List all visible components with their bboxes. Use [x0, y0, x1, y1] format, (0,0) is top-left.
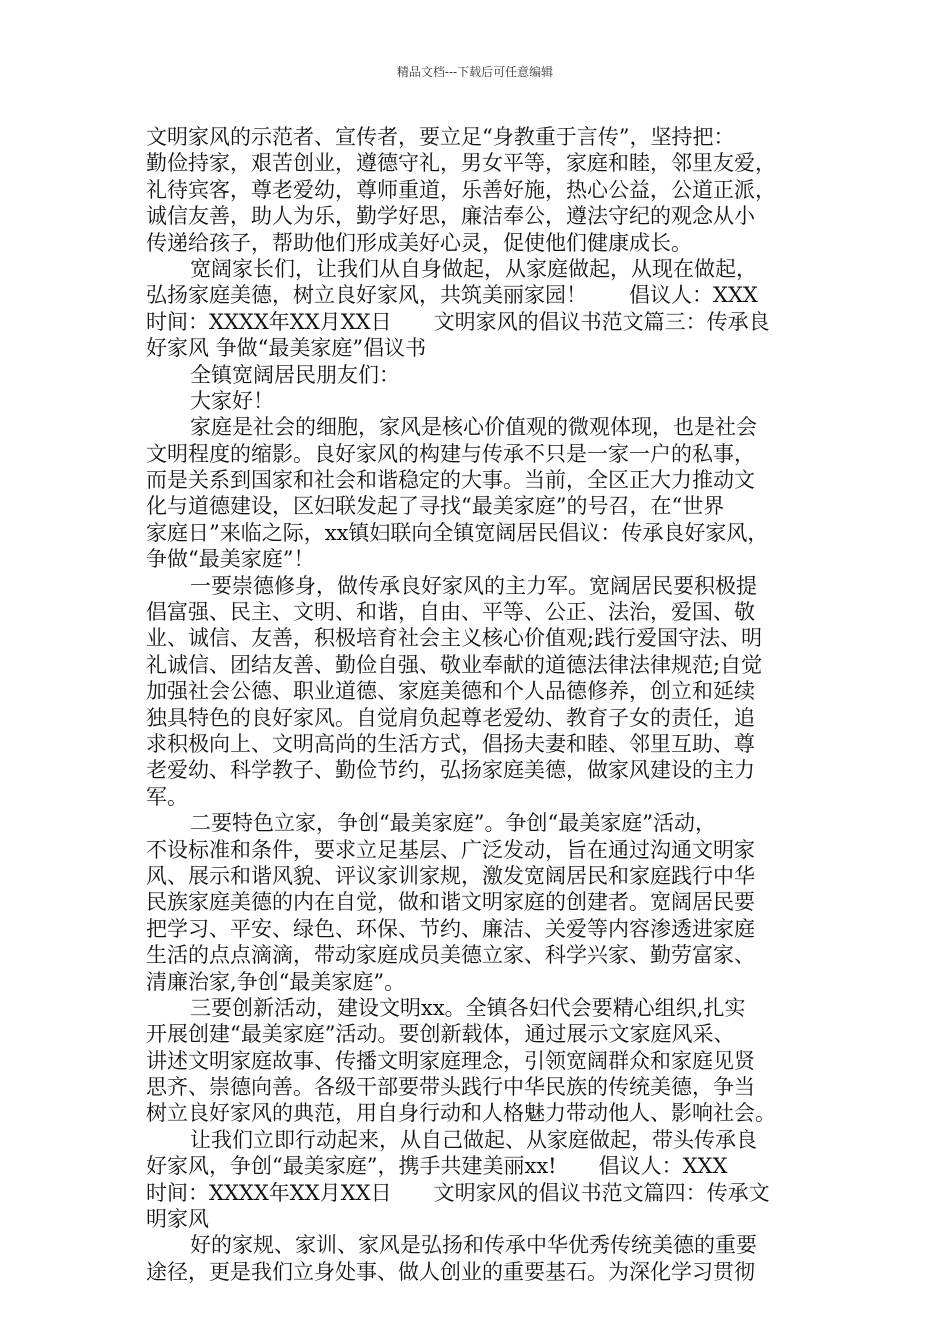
text-line: 争做“最美家庭”！ [146, 547, 315, 572]
text-line: 好的家规、家训、家风是弘扬和传承中华优秀传统美德的重要 [190, 1233, 757, 1258]
text-line: 明家风 [146, 1207, 209, 1232]
text-line: 生活的点点滴滴，带动家庭成员美德立家、科学兴家、勤劳富家、 [146, 943, 755, 968]
text-line: 讲述文明家庭故事、传播文明家庭理念，引领宽阔群众和家庭见贤 [146, 1048, 755, 1073]
text-line: 一要崇德修身，做传承良好家风的主力军。宽阔居民要积极提 [190, 573, 757, 598]
text-line: 业、诚信、友善，积极培育社会主义核心价值观;践行爱国守法、明 [146, 626, 763, 651]
text-line: 思齐、崇德向善。各级干部要带头践行中华民族的传统美德，争当 [146, 1075, 755, 1100]
text-line: 宽阔家长们，让我们从自身做起，从家庭做起，从现在做起， [190, 256, 757, 281]
text-line: 文明家风的示范者、宣传者，要立足“身教重于言传”，坚持把： [146, 125, 735, 149]
text-line: 家庭日”来临之际，xx镇妇联向全镇宽阔居民倡议：传承良好家风， [146, 520, 769, 545]
document-body [146, 124, 816, 1285]
text-line: 弘扬家庭美德，树立良好家风，共筑美丽家园！ 倡议人：XXX [146, 283, 758, 308]
text-line: 礼待宾客，尊老爱幼，尊师重道，乐善好施，热心公益，公道正派， [146, 177, 776, 202]
text-line: 化与道德建设，区妇联发起了寻找“最美家庭”的号召，在“世界 [146, 494, 725, 519]
text-line: 倡富强、民主、文明、和谐，自由、平等、公正、法治，爱国、敬 [146, 600, 755, 625]
text-line: 时间：XXXX年XX月XX日 文明家风的倡议书范文篇四：传承文 [146, 1180, 770, 1205]
page-header: 精品文档---下载后可任意编辑 [396, 65, 554, 79]
text-line: 二要特色立家，争创“最美家庭”。争创“最美家庭”活动， [190, 811, 716, 836]
text-line: 求积极向上、文明高尚的生活方式，倡扬夫妻和睦、邻里互助、尊 [146, 731, 755, 756]
text-line: 树立良好家风的典范，用自身行动和人格魅力带动他人、影响社会。 [146, 1101, 776, 1126]
text-line: 把学习、平安、绿色、环保、节约、廉洁、关爱等内容渗透进家庭 [146, 916, 755, 941]
text-line: 时间：XXXX年XX月XX日 文明家风的倡议书范文篇三：传承良 [146, 309, 770, 334]
text-line: 传递给孩子，帮助他们形成美好心灵，促使他们健康成长。 [146, 230, 692, 255]
text-line: 不设标准和条件，要求立足基层、广泛发动，旨在通过沟通文明家 [146, 837, 755, 862]
text-line: 清廉治家,争创“最美家庭”。 [146, 969, 406, 994]
text-line: 民族家庭美德的内在自觉，做和谐文明家庭的创建者。宽阔居民要 [146, 890, 755, 915]
text-line: 让我们立即行动起来，从自己做起、从家庭做起，带头传承良 [190, 1127, 757, 1152]
text-line: 文明程度的缩影。良好家风的构建与传承不只是一家一户的私事， [146, 441, 755, 466]
text-line: 老爱幼、科学教子、勤俭节约，弘扬家庭美德，做家风建设的主力 [146, 758, 755, 783]
text-line: 加强社会公德、职业道德、家庭美德和个人品德修养，创立和延续 [146, 679, 755, 704]
text-line: 独具特色的良好家风。自觉肩负起尊老爱幼、教育子女的责任，追 [146, 705, 755, 730]
text-line: 好家风，争创“最美家庭”，携手共建美丽xx! 倡议人：XXX [146, 1154, 728, 1179]
text-line: 军。 [146, 784, 188, 809]
text-line: 开展创建“最美家庭”活动。要创新载体，通过展示文家庭风采、 [146, 1022, 735, 1047]
text-line: 勤俭持家，艰苦创业，遵德守礼，男女平等，家庭和睦，邻里友爱， [146, 151, 776, 176]
text-line: 家庭是社会的细胞，家风是核心价值观的微观体现，也是社会 [190, 415, 757, 440]
text-line: 诚信友善，助人为乐，勤学好思，廉洁奉公，遵法守纪的观念从小 [146, 204, 755, 229]
text-line: 而是关系到国家和社会和谐稳定的大事。当前，全区正大力推动文 [146, 468, 755, 493]
text-line: 风、展示和谐风貌、评议家训家规，激发宽阔居民和家庭践行中华 [146, 863, 755, 888]
text-line: 礼诚信、团结友善、勤俭自强、敬业奉献的道德法律法律规范;自觉 [146, 652, 763, 677]
text-line: 途径，更是我们立身处事、做人创业的重要基石。为深化学习贯彻 [146, 1259, 755, 1284]
text-line: 大家好！ [190, 388, 274, 413]
text-line: 三要创新活动，建设文明xx。全镇各妇代会要精心组织,扎实 [190, 995, 746, 1020]
text-line: 好家风 争做“最美家庭”倡议书 [146, 336, 427, 361]
text-line: 全镇宽阔居民朋友们： [190, 362, 400, 387]
